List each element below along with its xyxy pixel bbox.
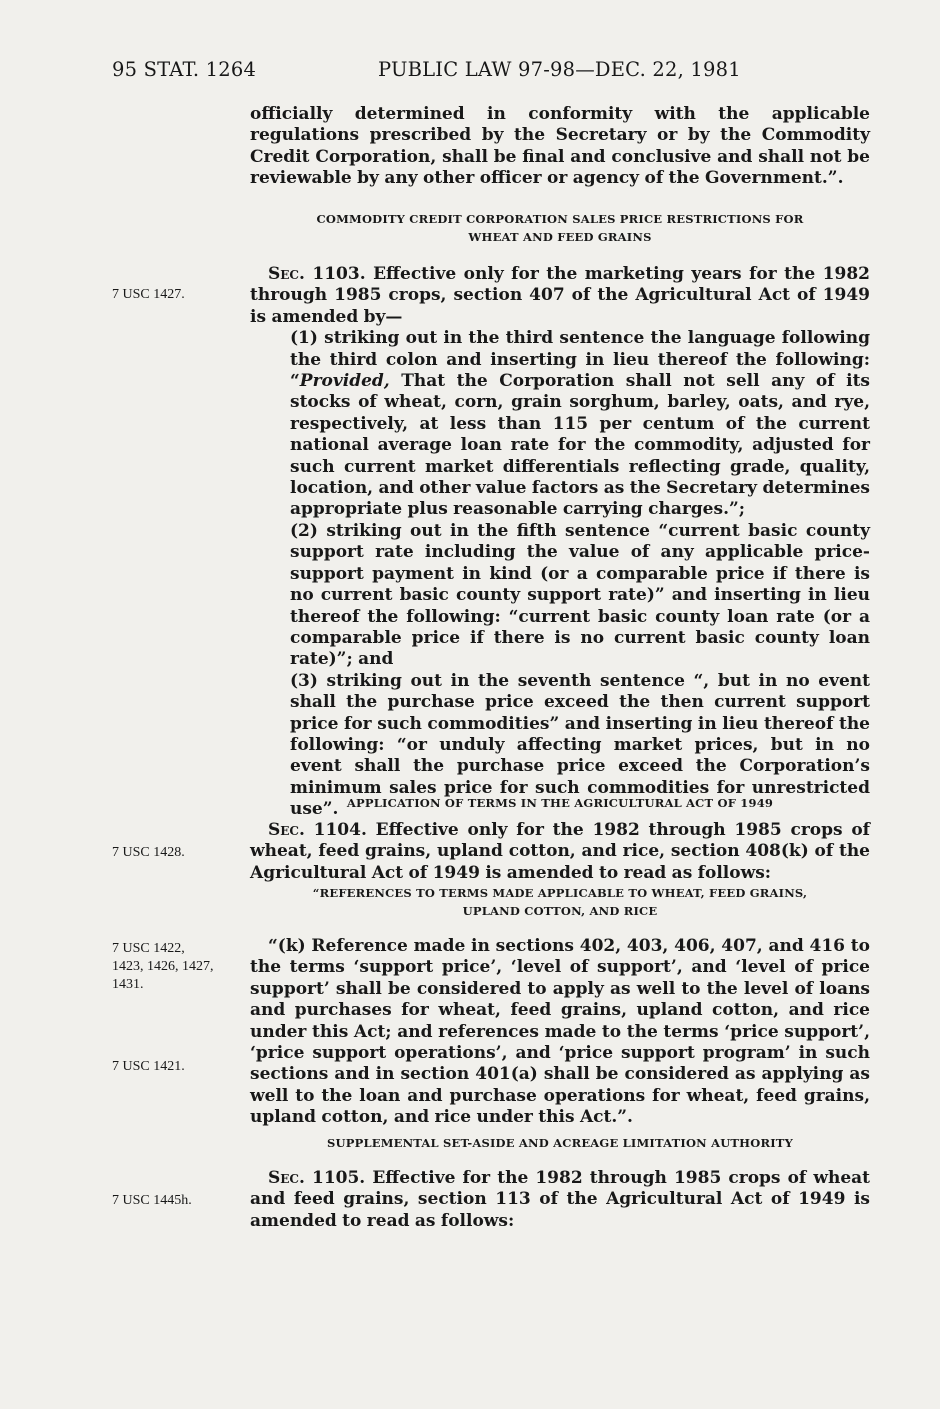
item-1-rest: That the Corporation shall not sell any of its stocks of wheat, corn, grain sorghum, barley, oats, and rye, respectively, at less than 115 per centum of the current national average loan rate for the commodity, adjusted for such current market differentials reflecting grade, quality, location, and other value factors as the Secretary determines appropriate plus reasonable carrying charges.”; [290,371,871,520]
item-1-provided: Provided, [299,371,390,392]
section-1104-text-block [250,936,870,1129]
margin-note-1422-line-1: 7 USC 1422, [112,941,185,956]
margin-note-1422-line-2: 1423, 1426, 1427, [112,959,214,974]
section-1103-item-3: (3) striking out in the seventh sentence “, but in no event shall the purchase price exceed the then current support price for such commodities” and inserting in lieu thereof the following: “or unduly affecting market prices, but in no event shall the purchase price exceed the Corporation’s minimum sales price for such commodities for unrestricted use”. [290,670,870,820]
section-1105-heading: SUPPLEMENTAL SET-ASIDE AND ACREAGE LIMITATION AUTHORITY [327,1136,793,1150]
section-1104-subheading-line-2: UPLAND COTTON, AND RICE [462,904,658,918]
section-1104-subheading-line-1: “REFERENCES TO TERMS MADE APPLICABLE TO WHEAT, FEED GRAINS, [312,886,808,900]
section-1103-body [250,264,870,821]
section-1104-lead-text: Effective only for the 1982 through 1985 crops of wheat, feed grains, upland cotton, and rice, section 408(k) of the Agricultural Act of 1949 is amended to read as follows: [250,820,870,883]
section-1105-body [250,1168,870,1232]
section-1103-heading [250,210,870,246]
intro-text: officially determined in conformity with the applicable regulations prescribed by the Secretary or by the Commodity Credit Corporation, shall be final and conclusive and shall not be reviewable by any other officer or agency of the Government.”. [250,104,870,189]
item-1-start: (1) striking out in the third sentence the language following the third colon and inserting in lieu thereof the following: “ [290,328,870,392]
section-1105-label: Sec. 1105. [268,1168,366,1188]
margin-note-1445h: 7 USC 1445h. [112,1193,192,1208]
margin-note-1427: 7 USC 1427. [112,287,185,302]
section-1105-lead [250,1168,870,1232]
margin-note-1422-line-3: 1431. [112,977,144,992]
section-1103-item-1 [250,328,870,521]
margin-note-1428: 7 USC 1428. [112,845,185,860]
section-1104-subheading [250,884,870,920]
page-stat-number: 95 STAT. 1264 [112,58,257,81]
section-1104-lead-block [250,820,870,884]
page-running-title: PUBLIC LAW 97-98—DEC. 22, 1981 [378,58,741,81]
section-1103-heading-line-1: COMMODITY CREDIT CORPORATION SALES PRICE RESTRICTIONS FOR [316,212,804,226]
intro-paragraph [250,104,870,190]
section-1103-label: Sec. 1103. [268,264,366,284]
section-1104-label: Sec. 1104. [268,820,367,840]
section-1104-text: “(k) Reference made in sections 402, 403, 406, 407, and 416 to the terms ‘support price’, ‘level of support’, and ‘level of price support’ shall be considered to apply as well to the level of loans and purchases for wheat, feed grains, upland cotton, and rice under this Act; and references made to the terms ‘price support’, ‘price support operations’, and ‘price support program’ in such sections and in section 401(a) shall be considered as applying as well to the loan and purchase operations for wheat, feed grains, upland cotton, and rice under this Act.”. [250,936,870,1128]
section-1105-lead-text: Effective for the 1982 through 1985 crops of wheat and feed grains, section 113 of the Agricultural Act of 1949 is amended to read as follows: [250,1168,871,1231]
section-1103-lead-text: Effective only for the marketing years for the 1982 through 1985 crops, section 407 of the Agricultural Act of 1949 is amended by— [250,264,870,327]
section-1103-lead [250,264,870,328]
section-1103-heading-line-2: WHEAT AND FEED GRAINS [468,230,652,244]
section-1103-item-2: (2) striking out in the fifth sentence “current basic county support rate including the value of any applicable price-support payment in kind (or a comparable price if there is no current basic county support rate)” and inserting in lieu thereof the following: “current basic county loan rate (or a comparable price if there is no current basic county loan rate)”; and [290,520,870,670]
margin-note-1421: 7 USC 1421. [112,1059,185,1074]
margin-note-1422 [112,940,242,994]
section-1104-heading: APPLICATION OF TERMS IN THE AGRICULTURAL ACT OF 1949 [346,796,774,810]
section-1104-lead [250,820,870,884]
